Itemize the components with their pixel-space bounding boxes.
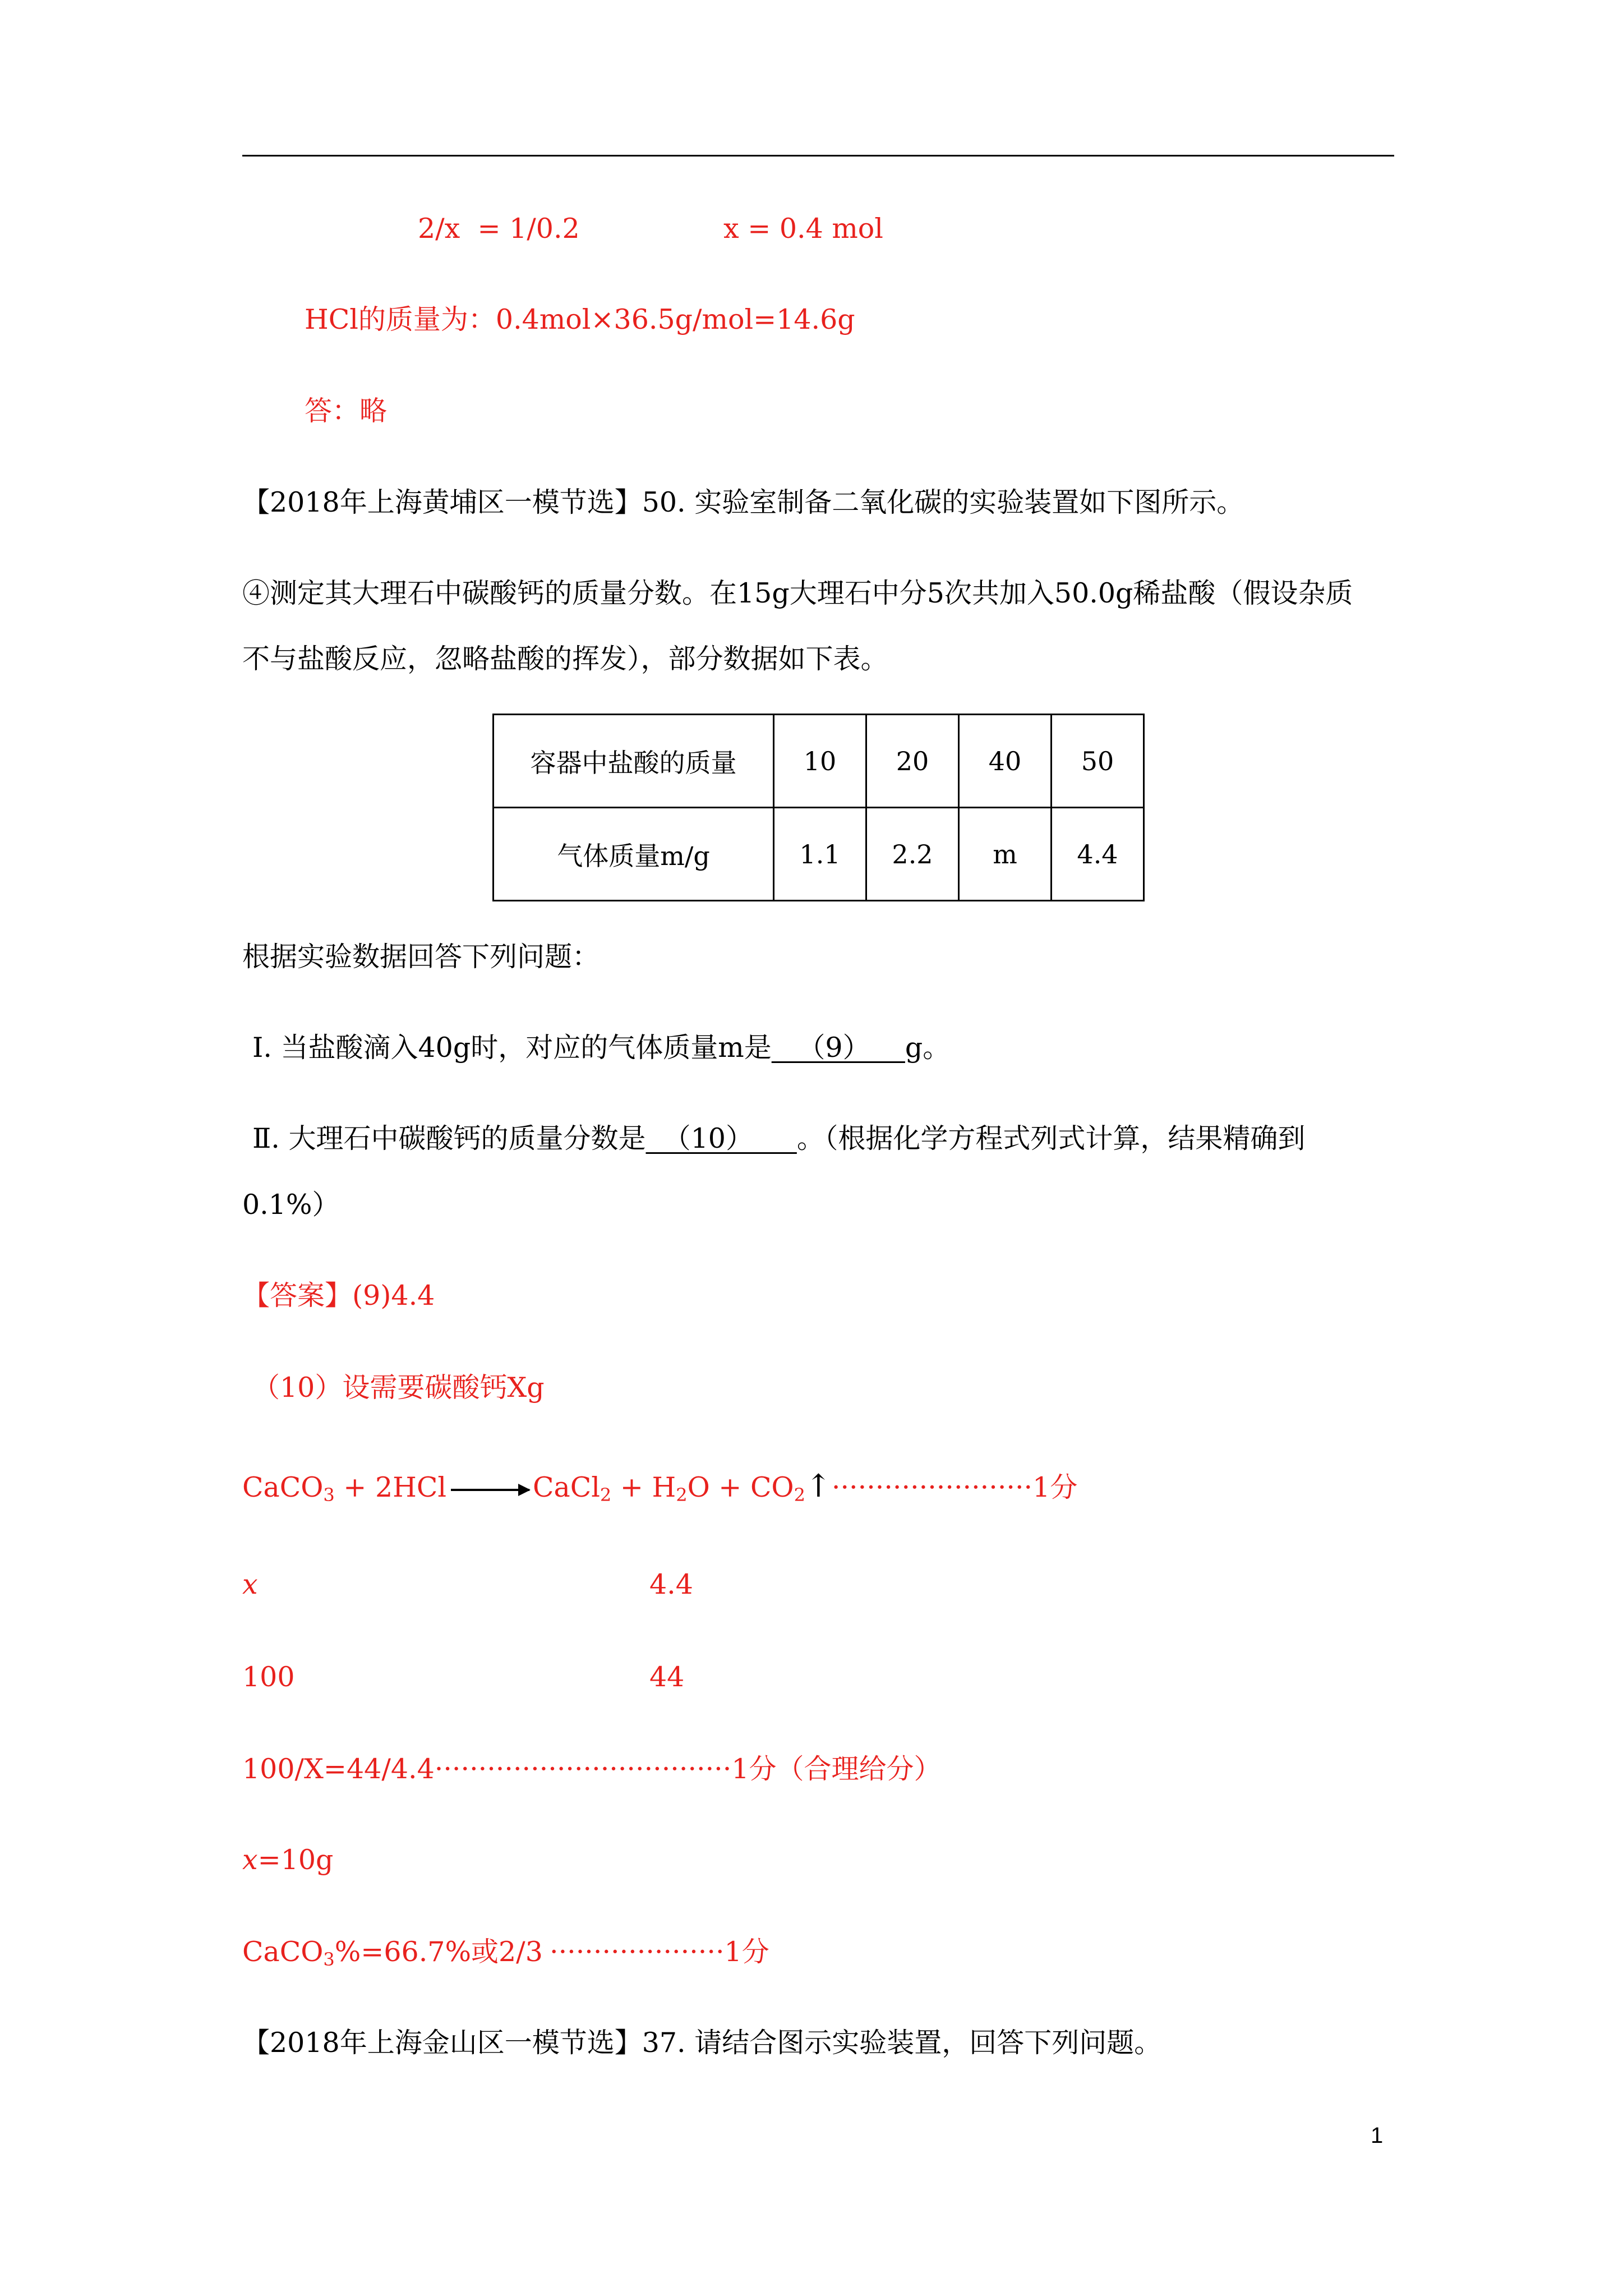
- table-cell: 40: [959, 715, 1052, 808]
- question-intro-line1: ④测定其大理石中碳酸钙的质量分数。在15g大理石中分5次共加入50.0g稀盐酸（假设杂质: [242, 577, 1353, 609]
- molar-mass-co2: 44: [649, 1661, 685, 1693]
- variable: x: [242, 1844, 258, 1876]
- next-question-source: 【2018年上海金山区一模节选】37. 请结合图示实验装置，回答下列问题。: [242, 2027, 1162, 2059]
- question-2: [252, 1122, 1305, 1156]
- table-cell: 50: [1052, 715, 1144, 808]
- formula-part: CaCO: [242, 1936, 324, 1968]
- score: 1分: [1032, 1471, 1078, 1503]
- question-1-text: Ⅰ. 当盐酸滴入40g时，对应的气体质量m是: [252, 1032, 772, 1064]
- question-source: 【2018年上海黄埔区一模节选】50. 实验室制备二氧化碳的实验装置如下图所示。: [242, 486, 1244, 518]
- answer-blank-10: （10）: [645, 1122, 797, 1154]
- answer-line-9: [242, 1279, 435, 1313]
- formula-part: CaCO: [242, 1471, 324, 1503]
- subscript: 2: [676, 1484, 688, 1506]
- table-row: [494, 808, 1144, 901]
- hcl-mass-line: HCl的质量为：0.4mol×36.5g/mol=14.6g: [305, 303, 855, 335]
- question-intro-line2: 不与盐酸反应，忽略盐酸的挥发），部分数据如下表。: [242, 643, 888, 675]
- subscript: 3: [323, 1949, 335, 1970]
- page-number: 1: [1371, 2123, 1384, 2148]
- question-2-note: 。（根据化学方程式列式计算，结果精确到: [796, 1122, 1306, 1154]
- header-rule: [242, 155, 1394, 157]
- co2-mass: 4.4: [649, 1568, 693, 1600]
- equation-left: 2/x = 1/0.2: [418, 213, 580, 245]
- table-cell: 容器中盐酸的质量: [494, 715, 774, 808]
- subscript: 3: [323, 1484, 335, 1506]
- table-row: [494, 715, 1144, 808]
- question-2-line2: 0.1%）: [242, 1189, 340, 1221]
- table-cell: 1.1: [774, 808, 866, 901]
- question-1-unit: g。: [905, 1032, 951, 1064]
- formula-part: + 2HCl: [334, 1471, 447, 1503]
- answer-10-intro: （10）设需要碳酸钙Xg: [252, 1372, 545, 1404]
- table-cell: 20: [866, 715, 959, 808]
- gas-arrow-icon: ↑: [805, 1468, 832, 1504]
- reaction-arrow-icon: [451, 1489, 529, 1491]
- formula-part: O + CO: [687, 1471, 794, 1503]
- data-table: [492, 714, 1145, 901]
- subscript: 2: [600, 1484, 612, 1506]
- question-prompt: 根据实验数据回答下列问题：: [242, 941, 600, 973]
- answer-9: (9)4.4: [352, 1280, 435, 1312]
- percentage-value: %=66.7%或2/3: [334, 1936, 543, 1968]
- molar-mass-caco3: 100: [242, 1661, 295, 1693]
- percentage-score: ····················1分: [550, 1936, 769, 1968]
- table-cell: m: [959, 808, 1052, 901]
- question-2-text: Ⅱ. 大理石中碳酸钙的质量分数是: [252, 1122, 646, 1154]
- result-value: =10g: [257, 1844, 334, 1876]
- formula-part: + H: [611, 1471, 676, 1503]
- table-cell: 气体质量m/g: [494, 808, 774, 901]
- formula-part: CaCl: [533, 1471, 600, 1503]
- chemical-equation: [242, 1470, 1077, 1504]
- leader-dots: ·······················: [831, 1471, 1033, 1503]
- unknown-x: x: [242, 1568, 258, 1600]
- question-1: [252, 1031, 950, 1065]
- answer-blank-9: （9）: [771, 1032, 905, 1064]
- subscript: 2: [794, 1484, 805, 1506]
- answer-label: 【答案】: [242, 1280, 353, 1312]
- answer-omitted: 答：略: [305, 395, 388, 427]
- table-cell: 2.2: [866, 808, 959, 901]
- equation-right: x = 0.4 mol: [723, 213, 883, 245]
- ratio-line: 100/X=44/4.4··································1分（合理给分）: [242, 1753, 942, 1785]
- percentage-line: [242, 1935, 543, 1969]
- table-cell: 4.4: [1052, 808, 1144, 901]
- table-cell: 10: [774, 715, 866, 808]
- x-result: [242, 1843, 333, 1877]
